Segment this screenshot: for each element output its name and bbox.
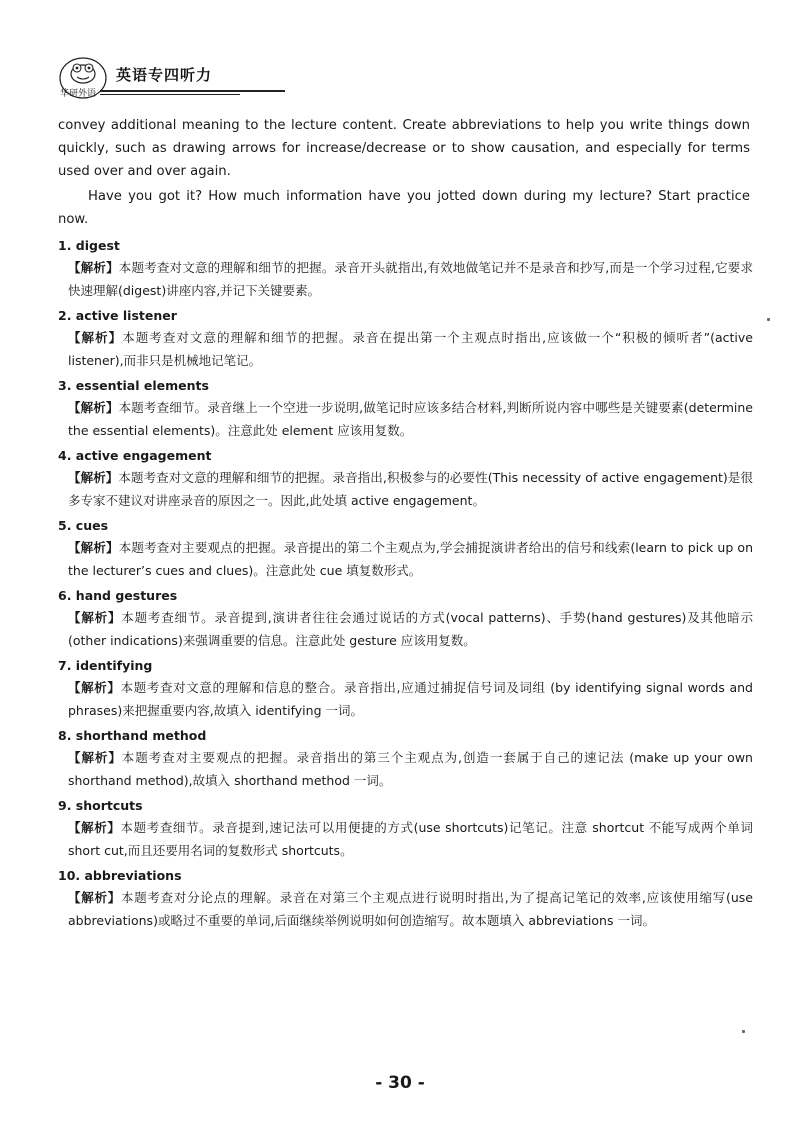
answer-explanation [58, 396, 753, 442]
answer-item [58, 866, 753, 932]
analysis-tag: 【解析】 [68, 470, 119, 485]
answer-explanation [58, 746, 753, 792]
explanation-text: 本题考查细节。录音继上一个空进一步说明,做笔记时应该多结合材料,判断所说内容中哪些是关键要素(determine the essential elements)。注意此处 element 应该用复数。 [68, 400, 753, 438]
answer-heading: 1. digest [58, 238, 120, 253]
analysis-tag: 【解析】 [68, 820, 121, 835]
answer-explanation [58, 466, 753, 512]
answer-explanation [58, 816, 753, 862]
answer-heading: 3. essential elements [58, 378, 209, 393]
answer-heading: 4. active engagement [58, 448, 212, 463]
answer-explanation [58, 676, 753, 722]
explanation-text: 本题考查对分论点的理解。录音在对第三个主观点进行说明时指出,为了提高记笔记的效率,应该使用缩写(use abbreviations)或略过不重要的单词,后面继续举例说明如何创造缩写。故本题填入 abbreviations 一词。 [68, 890, 753, 928]
answer-item [58, 726, 753, 792]
analysis-tag: 【解析】 [68, 540, 119, 555]
logo-text: 华研外语 [60, 89, 97, 99]
answer-item [58, 236, 753, 302]
explanation-text: 本题考查对文意的理解和信息的整合。录音指出,应通过捕捉信号词及词组 (by identifying signal words and phrases)来把握重要内容,故填入 identifying 一词。 [68, 680, 753, 718]
explanation-text: 本题考查对主要观点的把握。录音提出的第二个主观点为,学会捕捉演讲者给出的信号和线索(learn to pick up on the lecturer’s cues and clues)。注意此处 cue 填复数形式。 [68, 540, 753, 578]
page-header [58, 56, 358, 102]
header-rule-thin [100, 94, 240, 95]
answer-explanation [58, 606, 753, 652]
answer-explanation [58, 326, 753, 372]
intro-paragraph-2: Have you got it? How much information have you jotted down during my lecture? Start practice now. [58, 189, 750, 227]
explanation-text: 本题考查对文意的理解和细节的把握。录音开头就指出,有效地做笔记并不是录音和抄写,而是一个学习过程,它要求快速理解(digest)讲座内容,并记下关键要素。 [68, 260, 753, 298]
answer-explanation [58, 886, 753, 932]
explanation-text: 本题考查细节。录音提到,演讲者往往会通过说话的方式(vocal patterns)、手势(hand gestures)及其他暗示(other indications)来强调重要的信息。注意此处 gesture 应该用复数。 [68, 610, 753, 648]
analysis-tag: 【解析】 [68, 610, 122, 625]
header-title: 英语专四听力 [116, 66, 213, 84]
analysis-tag: 【解析】 [68, 890, 121, 905]
answer-heading: 7. identifying [58, 658, 153, 673]
answer-item [58, 376, 753, 442]
answer-item [58, 446, 753, 512]
intro-paragraph-1: convey additional meaning to the lecture content. Create abbreviations to help you write things down quickly, such as drawing arrows for increase/decrease or to show causation, and especially for terms used over and over again. [58, 118, 750, 179]
explanation-text: 本题考查对文意的理解和细节的把握。录音指出,积极参与的必要性(This necessity of active engagement)是很多专家不建议对讲座录音的原因之一。因此,此处填 active engagement。 [68, 470, 753, 508]
scan-speck [767, 318, 770, 321]
answer-heading: 6. hand gestures [58, 588, 178, 603]
analysis-tag: 【解析】 [68, 750, 122, 765]
explanation-text: 本题考查对主要观点的把握。录音指出的第三个主观点为,创造一套属于自己的速记法 (make up your own shorthand method),故填入 shorthand method 一词。 [68, 750, 753, 788]
answer-heading: 9. shortcuts [58, 798, 143, 813]
answer-item [58, 796, 753, 862]
analysis-tag: 【解析】 [68, 260, 119, 275]
answer-item [58, 516, 753, 582]
answer-item [58, 306, 753, 372]
analysis-tag: 【解析】 [68, 400, 119, 415]
explanation-text: 本题考查对文意的理解和细节的把握。录音在提出第一个主观点时指出,应该做一个“积极的倾听者”(active listener),而非只是机械地记笔记。 [68, 330, 753, 368]
analysis-tag: 【解析】 [68, 680, 121, 695]
answer-heading: 5. cues [58, 518, 109, 533]
answer-explanation [58, 256, 753, 302]
intro-text [58, 114, 750, 231]
explanation-text: 本题考查细节。录音提到,速记法可以用便捷的方式(use shortcuts)记笔记。注意 shortcut 不能写成两个单词 short cut,而且还要用名词的复数形式 shortcuts。 [68, 820, 753, 858]
answer-heading: 10. abbreviations [58, 868, 182, 883]
answer-item [58, 586, 753, 652]
answer-heading: 8. shorthand method [58, 728, 207, 743]
page-number: - 30 - [375, 1073, 425, 1093]
analysis-tag: 【解析】 [68, 330, 123, 345]
answer-explanation [58, 536, 753, 582]
header-rule [100, 90, 285, 92]
answer-heading: 2. active listener [58, 308, 177, 323]
scan-speck [742, 1030, 745, 1033]
answer-item [58, 656, 753, 722]
answer-list [58, 236, 753, 936]
